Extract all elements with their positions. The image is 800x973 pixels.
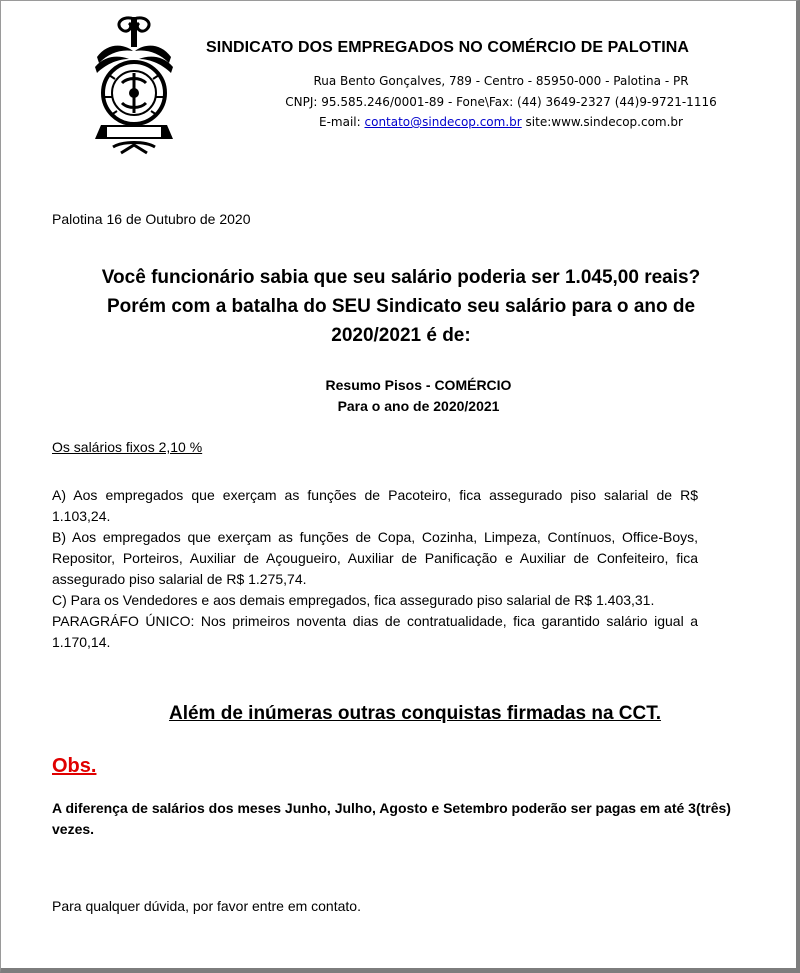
clause-c: C) Para os Vendedores e aos demais empregados, fica assegurado piso salarial de R$ 1.403,31. bbox=[52, 592, 655, 608]
summary-title: Resumo Pisos - COMÉRCIO bbox=[325, 377, 512, 393]
org-address: Rua Bento Gonçalves, 789 - Centro - 85950-000 - Palotina - PR bbox=[313, 74, 689, 88]
obs-label: Obs. bbox=[52, 755, 97, 777]
email-link[interactable]: contato@sindecop.com.br bbox=[364, 115, 522, 129]
headline-line-2: Porém com a batalha do SEU Sindicato seu salário para o ano de bbox=[106, 296, 696, 317]
clauses-block bbox=[52, 485, 698, 653]
obs-text: A diferença de salários dos meses Junho, Julho, Agosto e Setembro poderão ser pagas em até 3(três) vezes. bbox=[52, 800, 731, 837]
contact-note: Para qualquer dúvida, por favor entre em contato. bbox=[52, 898, 361, 914]
email-label: E-mail: bbox=[319, 115, 365, 129]
headline-line-3: 2020/2021 é de: bbox=[331, 325, 471, 346]
org-contact-line bbox=[201, 115, 800, 129]
clause-b: B) Aos empregados que exerçam as funções de Copa, Cozinha, Limpeza, Contínuos, Office-Boys, Repositor, Porteiros, Auxiliar de Açougueiro, Auxiliar de Panificação e Auxiliar de Confeiteiro, fica assegurado piso salarial de R$ 1.275,74. bbox=[52, 529, 698, 587]
union-logo bbox=[93, 13, 175, 159]
document-date: Palotina 16 de Outubro de 2020 bbox=[52, 211, 251, 227]
achievements-heading: Além de inúmeras outras conquistas firmadas na CCT. bbox=[168, 703, 662, 724]
summary-subtitle: Para o ano de 2020/2021 bbox=[337, 398, 500, 414]
fixed-salaries-note: Os salários fixos 2,10 % bbox=[52, 439, 203, 455]
clause-a: A) Aos empregados que exerçam as funções de Pacoteiro, fica assegurado piso salarial de R$ 1.103,24. bbox=[52, 487, 698, 524]
clause-sole-paragraph: PARAGRÁFO ÚNICO: Nos primeiros noventa dias de contratualidade, fica garantido salário igual a 1.170,14. bbox=[52, 613, 698, 650]
org-cnpj-phone: CNPJ: 95.585.246/0001-89 - Fone\Fax: (44) 3649-2327 (44)9-9721-1116 bbox=[285, 95, 717, 109]
headline-line-1: Você funcionário sabia que seu salário poderia ser 1.045,00 reais? bbox=[101, 267, 701, 288]
org-name: SINDICATO DOS EMPREGADOS NO COMÉRCIO DE PALOTINA bbox=[206, 39, 690, 56]
website-text: site:www.sindecop.com.br bbox=[521, 115, 683, 129]
